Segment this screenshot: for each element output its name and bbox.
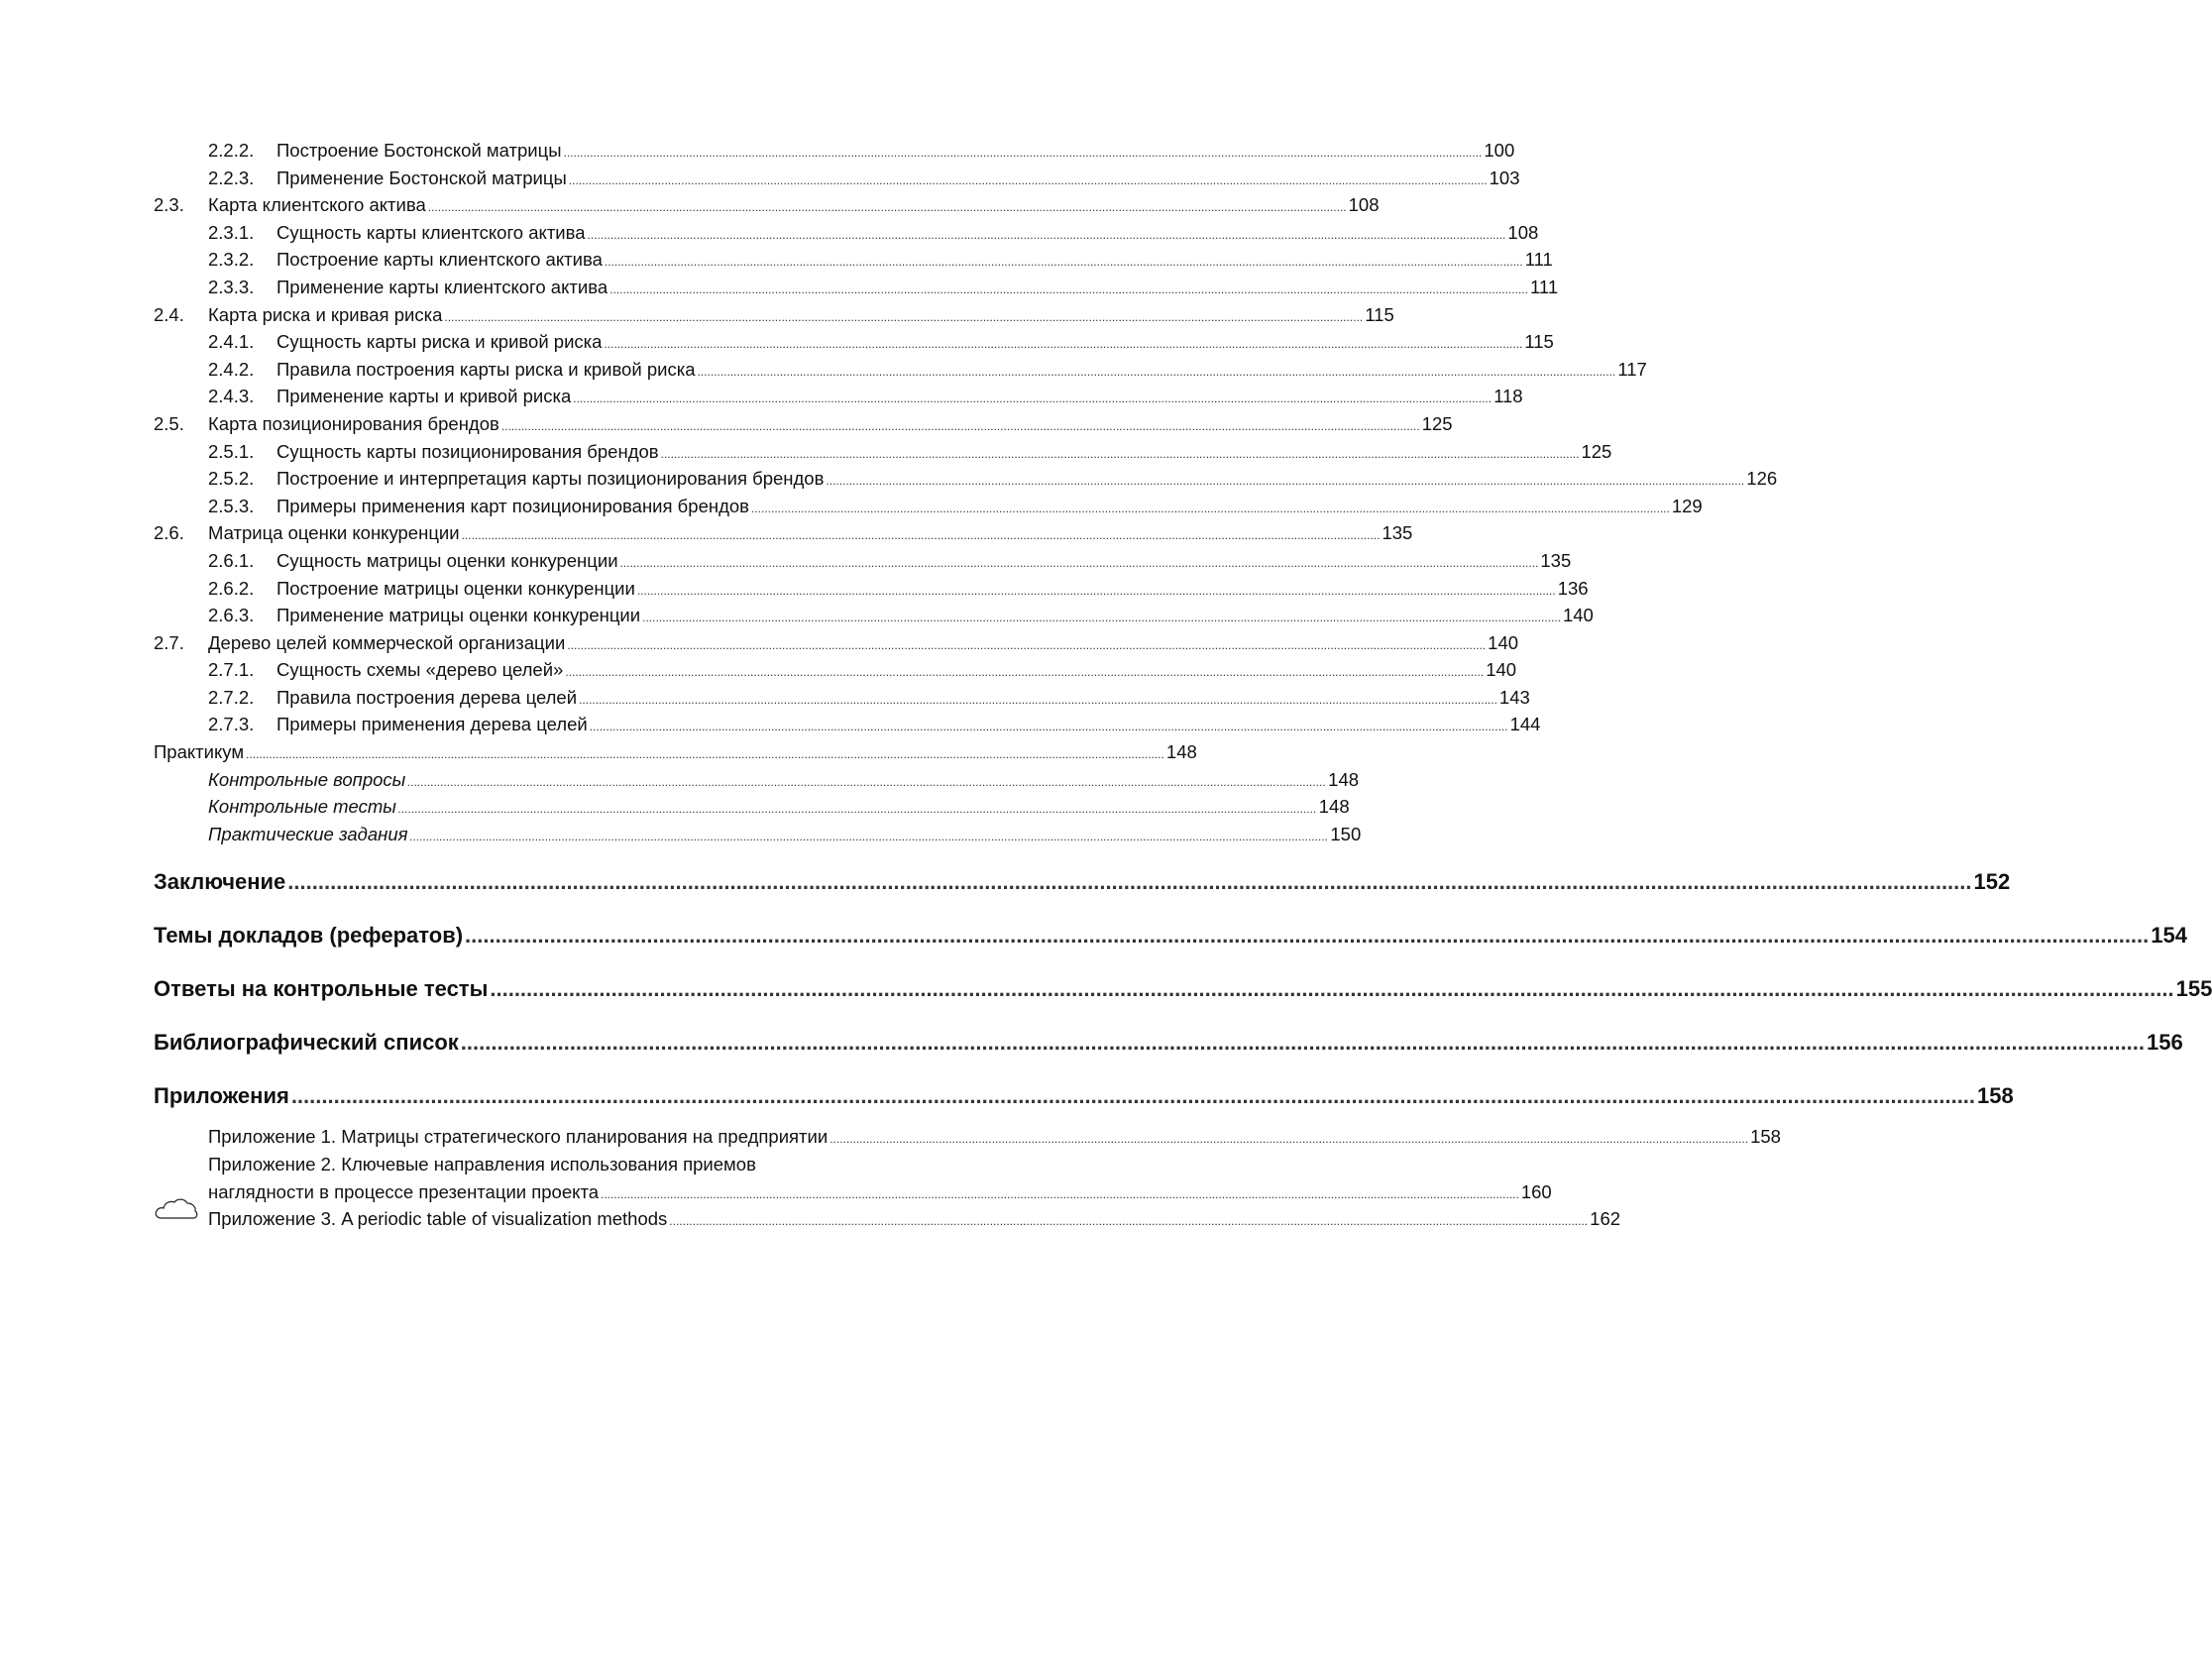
leader-dots — [601, 1178, 1519, 1209]
toc-entry[interactable] — [154, 165, 1520, 192]
toc-entry[interactable] — [154, 684, 1530, 712]
entry-number: 2.3.1. — [208, 221, 255, 243]
entry-title: Сущность карты позиционирования брендов — [276, 440, 659, 462]
entry-page: 158 — [1977, 1083, 2014, 1109]
entry-title: Построение и интерпретация карты позиционирования брендов — [276, 468, 825, 490]
entry-title: Практические задания — [208, 823, 408, 844]
toc-entry[interactable] — [154, 438, 1612, 466]
entry-page: 162 — [1590, 1208, 1621, 1230]
leader-dots — [465, 909, 2149, 962]
leader-dots — [590, 711, 1508, 741]
toc-entry[interactable] — [154, 821, 1362, 848]
entry-page: 108 — [1348, 194, 1380, 216]
toc-entry[interactable] — [154, 766, 1360, 794]
entry-number: 2.7. — [154, 631, 184, 653]
entry-number: 2.6.3. — [208, 605, 255, 626]
leader-dots — [642, 602, 1561, 632]
leader-dots — [697, 356, 1615, 387]
entry-page: 117 — [1617, 358, 1647, 380]
entry-title: Построение Бостонской матрицы — [276, 140, 562, 161]
toc-entry[interactable] — [154, 493, 1703, 520]
toc-chapter-test-answers[interactable] — [154, 962, 2212, 1016]
entry-page: 158 — [1750, 1126, 1781, 1148]
toc-entry[interactable] — [154, 465, 1778, 493]
toc-appendix-3[interactable] — [154, 1205, 1621, 1233]
leader-dots — [291, 1069, 1975, 1123]
leader-dots — [669, 1205, 1588, 1236]
entry-number: 2.4.2. — [208, 358, 255, 380]
entry-title: Правила построения карты риска и кривой риска — [276, 358, 696, 380]
toc-chapter-bibliography[interactable] — [154, 1016, 2183, 1069]
leader-dots — [287, 855, 1971, 909]
entry-number: 2.4.1. — [208, 331, 255, 353]
toc-entry[interactable] — [154, 137, 1515, 165]
entry-number: 2.5.3. — [208, 495, 255, 516]
leader-dots — [751, 493, 1670, 523]
toc-appendix-1[interactable] — [154, 1123, 1781, 1151]
entry-page: 140 — [1486, 659, 1517, 681]
entry-page: 148 — [1318, 796, 1350, 818]
leader-dots — [661, 438, 1580, 469]
entry-number: 2.2.3. — [208, 167, 255, 188]
toc-appendix-2-line1[interactable] — [154, 1151, 1004, 1178]
entry-page: 125 — [1421, 412, 1453, 434]
toc-entry[interactable] — [154, 410, 1453, 438]
entry-page: 108 — [1507, 221, 1539, 243]
entry-page: 115 — [1365, 303, 1394, 325]
toc-entry[interactable] — [154, 602, 1594, 629]
entry-page: 148 — [1165, 741, 1197, 763]
entry-title: Сущность карты риска и кривой риска — [276, 331, 603, 353]
leader-dots — [826, 465, 1744, 496]
toc-entry[interactable] — [154, 219, 1539, 247]
entry-title: Приложения — [154, 1083, 289, 1109]
entry-title: Библиографический список — [154, 1030, 459, 1056]
leader-dots — [410, 821, 1329, 851]
entry-page: 140 — [1562, 605, 1594, 626]
toc-entry[interactable] — [154, 656, 1517, 684]
toc-chapter-report-topics[interactable] — [154, 909, 2187, 962]
entry-number: 2.2.2. — [208, 140, 255, 161]
entry-title: Карта риска и кривая риска — [208, 303, 443, 325]
entry-page: 125 — [1581, 440, 1612, 462]
leader-dots — [444, 301, 1363, 332]
entry-number: 2.7.1. — [208, 659, 255, 681]
entry-title: Контрольные вопросы — [208, 768, 406, 790]
leader-dots — [490, 962, 2173, 1016]
entry-title: Построение карты клиентского актива — [276, 249, 603, 271]
entry-number: 2.6.1. — [208, 549, 255, 571]
entry-number: 2.3. — [154, 194, 184, 216]
toc-entry[interactable] — [154, 547, 1572, 575]
entry-page: 143 — [1498, 686, 1530, 708]
entry-page: 154 — [2151, 923, 2187, 949]
leader-dots — [398, 793, 1317, 824]
entry-title: Построение матрицы оценки конкуренции — [276, 577, 635, 599]
leader-dots — [246, 738, 1164, 769]
entry-title: Карта клиентского актива — [208, 194, 426, 216]
entry-title: Дерево целей коммерческой организации — [208, 631, 566, 653]
cloud-icon — [154, 1195, 199, 1221]
entry-page: 135 — [1540, 549, 1572, 571]
toc-entry[interactable] — [154, 383, 1523, 410]
entry-page: 111 — [1529, 276, 1559, 297]
entry-title: Практикум — [154, 741, 245, 763]
toc-entry[interactable] — [154, 301, 1394, 329]
leader-dots — [564, 137, 1483, 168]
toc-appendix-2-line2[interactable] — [154, 1178, 1552, 1206]
leader-dots — [428, 191, 1347, 222]
entry-title: Сущность схемы «дерево целей» — [276, 659, 564, 681]
entry-page: 144 — [1509, 714, 1541, 735]
entry-title: Карта позиционирования брендов — [208, 412, 499, 434]
entry-page: 148 — [1328, 768, 1360, 790]
leader-dots — [407, 766, 1326, 797]
toc-entry[interactable] — [154, 191, 1380, 219]
entry-title: Матрица оценки конкуренции — [208, 522, 460, 544]
entry-title: наглядности в процессе презентации проекта — [208, 1180, 599, 1202]
entry-number: 2.6. — [154, 522, 184, 544]
entry-number: 2.7.3. — [208, 714, 255, 735]
entry-page: 140 — [1488, 631, 1519, 653]
toc-entry[interactable] — [154, 575, 1589, 603]
toc-entry[interactable] — [154, 246, 1553, 274]
entry-number: 2.5. — [154, 412, 184, 434]
toc-chapter-appendices[interactable] — [154, 1069, 2014, 1123]
entry-title: Сущность матрицы оценки конкуренции — [276, 549, 618, 571]
entry-number: 2.3.3. — [208, 276, 255, 297]
entry-page: 156 — [2147, 1030, 2183, 1056]
leader-dots — [620, 547, 1539, 578]
entry-number: 2.6.2. — [208, 577, 255, 599]
entry-title: Применение карты и кривой риска — [276, 386, 572, 407]
entry-number: 2.3.2. — [208, 249, 255, 271]
leader-dots — [609, 274, 1528, 304]
toc-chapter-conclusion[interactable] — [154, 855, 2011, 909]
leader-dots — [569, 165, 1488, 195]
entry-title: Приложение 3. A periodic table of visualization methods — [208, 1208, 668, 1230]
entry-title: Применение матрицы оценки конкуренции — [276, 605, 641, 626]
leader-dots — [573, 383, 1492, 413]
entry-title: Сущность карты клиентского актива — [276, 221, 586, 243]
entry-page: 111 — [1524, 249, 1553, 271]
entry-title: Применение Бостонской матрицы — [276, 167, 567, 188]
entry-title: Приложение 1. Матрицы стратегического планирования на предприятии — [208, 1126, 829, 1148]
entry-page: 150 — [1330, 823, 1362, 844]
entry-page: 126 — [1746, 468, 1778, 490]
toc-entry[interactable] — [154, 519, 1413, 547]
entry-number: 2.7.2. — [208, 686, 255, 708]
table-of-contents — [154, 137, 2212, 1233]
entry-title: Примеры применения карт позиционирования брендов — [276, 495, 749, 516]
leader-dots — [565, 656, 1484, 687]
entry-page: 115 — [1524, 331, 1554, 353]
leader-dots — [462, 519, 1381, 550]
entry-page: 135 — [1382, 522, 1413, 544]
entry-page: 100 — [1484, 140, 1515, 161]
leader-dots — [579, 684, 1497, 715]
entry-title: Контрольные тесты — [208, 796, 396, 818]
leader-dots — [605, 246, 1523, 277]
entry-page: 129 — [1671, 495, 1703, 516]
toc-entry-practicum[interactable] — [154, 738, 1197, 766]
leader-dots — [501, 410, 1420, 441]
entry-title: Примеры применения дерева целей — [276, 714, 588, 735]
entry-page: 103 — [1489, 167, 1520, 188]
entry-page: 152 — [1973, 869, 2011, 895]
toc-entry[interactable] — [154, 328, 1554, 356]
leader-dots — [830, 1123, 1748, 1154]
entry-number: 2.5.1. — [208, 440, 255, 462]
entry-title: Правила построения дерева целей — [276, 686, 578, 708]
leader-dots — [588, 219, 1506, 250]
entry-title: Приложение 2. Ключевые направления использования приемов — [208, 1154, 756, 1175]
leader-dots — [567, 629, 1486, 660]
leader-dots — [604, 328, 1522, 359]
entry-page: 160 — [1520, 1180, 1552, 1202]
leader-dots — [637, 575, 1556, 606]
entry-page: 136 — [1557, 577, 1589, 599]
entry-title: Применение карты клиентского актива — [276, 276, 608, 297]
entry-number: 2.4.3. — [208, 386, 255, 407]
toc-entry[interactable] — [154, 793, 1350, 821]
entry-page: 118 — [1493, 386, 1523, 407]
entry-page: 155 — [2175, 976, 2212, 1002]
leader-dots — [461, 1016, 2145, 1069]
entry-title: Ответы на контрольные тесты — [154, 976, 489, 1002]
entry-number: 2.5.2. — [208, 468, 255, 490]
toc-entry[interactable] — [154, 711, 1541, 738]
toc-entry[interactable] — [154, 274, 1559, 301]
entry-title: Темы докладов (рефератов) — [154, 923, 464, 949]
entry-title: Заключение — [154, 869, 286, 895]
toc-entry[interactable] — [154, 629, 1519, 657]
toc-entry[interactable] — [154, 356, 1647, 384]
entry-number: 2.4. — [154, 303, 184, 325]
